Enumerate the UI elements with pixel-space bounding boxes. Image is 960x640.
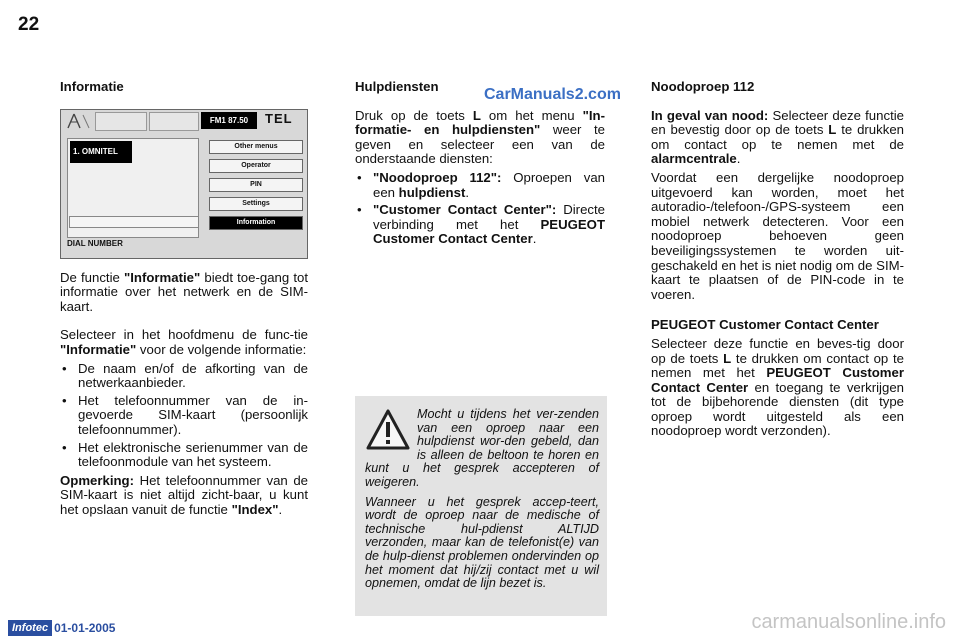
heading-customer-contact: PEUGEOT Customer Contact Center [651,317,879,333]
paragraph: De functie "Informatie" biedt toe-gang tot informatie over het netwerk en de SIM-kaart. [60,269,309,314]
info-list [60,362,308,470]
warning-text: Wanneer u het gesprek accep-teert, wordt de oproep naar de medische of technische hul-pdienst ALTIJD verzonden, maar kan de telefonist(e) van de hulp-dienst problemen ondervinden op het moment dat hij/zij contact met u wil opnemen, omdat de lijn bezet is. [365,494,599,591]
note: Opmerking: Het telefoonnummer van de SIM-kaart is niet altijd zicht-baar, u kunt het opslaan vanuit de functie "Index". [60,472,308,517]
watermark-carmanuals2: CarManuals2.com [484,86,621,103]
page-number: 22 [18,14,40,35]
footer [8,620,115,636]
status-box [95,112,147,131]
menu-item: Other menus [209,140,303,154]
mode-label: TEL [265,110,293,126]
list-item: • Het elektronische serienummer van de telefoonmodule van het systeem. [62,439,308,470]
screen-illustration [60,109,308,259]
screen-menu [209,140,303,235]
column-informatie [60,80,308,522]
heading-informatie: Informatie [60,79,124,94]
column-noodoproep [651,80,904,443]
warning-icon [365,408,411,452]
list-item: • De naam en/of de afkorting van de netwerkaanbieder. [62,360,308,391]
heading-hulpdiensten: Hulpdiensten [355,79,439,94]
infotec-logo: Infotec [8,620,52,636]
column-hulpdiensten [355,80,605,251]
paragraph: Selecteer in het hoofdmenu de func-tie "Informatie" voor de volgende informatie: [60,327,308,357]
paragraph: Druk op de toets L om het menu "In-formatie- en hulpdiensten" weer te geven en selecteer een van de onderstaande diensten: [355,107,605,167]
warning-box [355,396,607,616]
selected-network: 1. OMNITEL [70,141,132,163]
services-list [355,171,605,247]
menu-item: PIN [209,178,303,192]
menu-item: Operator [209,159,303,173]
list-item: • "Noodoproep 112": Oproepen van een hulpdienst. [357,169,605,200]
warning-text: Mocht u tijdens het ver-zenden van een oproep naar een hulpdienst wor-den gebeld, dan is alleen de beltoon te horen en kunt u het gesprek accepteren of weigeren. [365,407,599,489]
frequency-display: FM1 87.50 [201,112,257,129]
heading-noodoproep: Noodoproep 112 [651,79,755,94]
list-item: • Het telefoonnummer van de in-gevoerde SIM-kaart (persoonlijk telefoonnummer). [62,392,308,437]
antenna-icon [65,112,91,130]
watermark-carmanualsonline: carmanualsonline.info [751,611,946,633]
footer-date: 01-01-2005 [54,621,116,635]
menu-item-active: Information [209,216,303,230]
list-item: • "Customer Contact Center": Directe verbinding met het PEUGEOT Customer Contact Center. [357,202,605,247]
paragraph: Selecteer deze functie en beves-tig door op de toets L te drukken om contact op te nemen met het PEUGEOT Customer Contact Center en toegang te verkrijgen tot de bijbehorende diensten (dit type oproep wordt uitgesteld als een noodoproep wordt verzonden). [651,335,904,439]
dial-number-label: DIAL NUMBER [67,239,123,248]
status-box [149,112,199,131]
paragraph: In geval van nood: Selecteer deze functie en bevestig door op de toets L te drukken om contact op te nemen met de alarmcentrale. [651,107,904,167]
paragraph: Voordat een dergelijke noodoproep uitgevoerd kan worden, moet het autoradio-/telefoon-/GPS-systeem een mobiel netwerk detecteren. Voor een noodoproep behoeven geen beveiligingssystemen te worden uit-geschakeld en het is niet nodig om de SIM-kaart te plaatsen of de PIN-code in te voeren. [651,169,904,302]
menu-item: Settings [209,197,303,211]
number-input-bar [69,216,199,228]
